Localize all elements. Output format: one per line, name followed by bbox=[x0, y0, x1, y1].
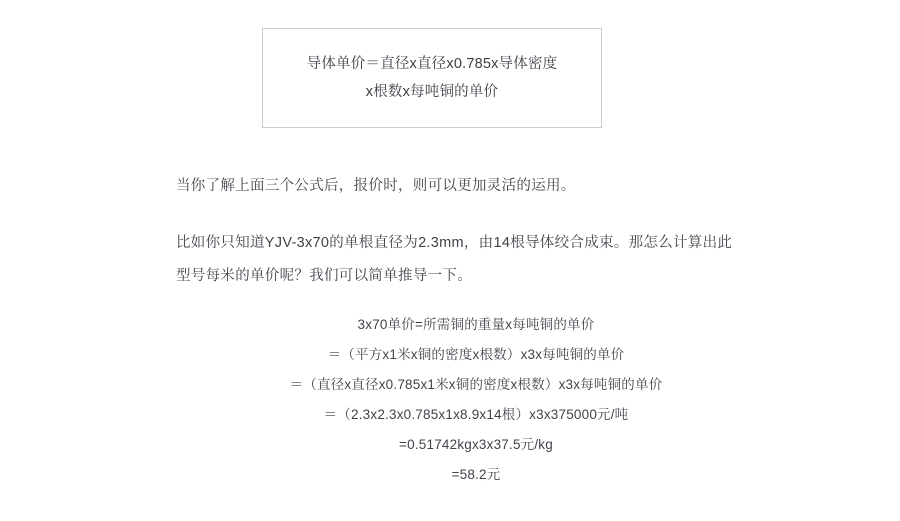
formula-callout-box bbox=[262, 28, 602, 128]
formula-line-1: 导体单价＝直径x直径x0.785x导体密度 bbox=[306, 56, 558, 72]
derivation-line-1: 3x70单价=所需铜的重量x每吨铜的单价 bbox=[357, 317, 595, 332]
formula-line-2: x根数x每吨铜的单价 bbox=[365, 84, 499, 100]
derivation-line-4: ＝（2.3x2.3x0.785x1x8.9x14根）x3x375000元/吨 bbox=[323, 407, 629, 422]
body-text-block bbox=[176, 170, 736, 293]
derivation-line-3: ＝（直径x直径x0.785x1米x铜的密度x根数）x3x每吨铜的单价 bbox=[289, 377, 663, 392]
derivation-line-6: =58.2元 bbox=[451, 467, 501, 482]
paragraph-1: 当你了解上面三个公式后，报价时，则可以更加灵活的运用。 bbox=[176, 178, 576, 194]
derivation-line-5: =0.51742kgx3x37.5元/kg bbox=[399, 437, 553, 452]
derivation-line-2: ＝（平方x1米x铜的密度x根数）x3x每吨铜的单价 bbox=[327, 347, 625, 362]
paragraph-2: 比如你只知道YJV-3x70的单根直径为2.3mm，由14根导体绞合成束。那怎么计算出此型号每米的单价呢？我们可以简单推导一下。 bbox=[176, 235, 733, 284]
derivation-block bbox=[176, 310, 776, 490]
